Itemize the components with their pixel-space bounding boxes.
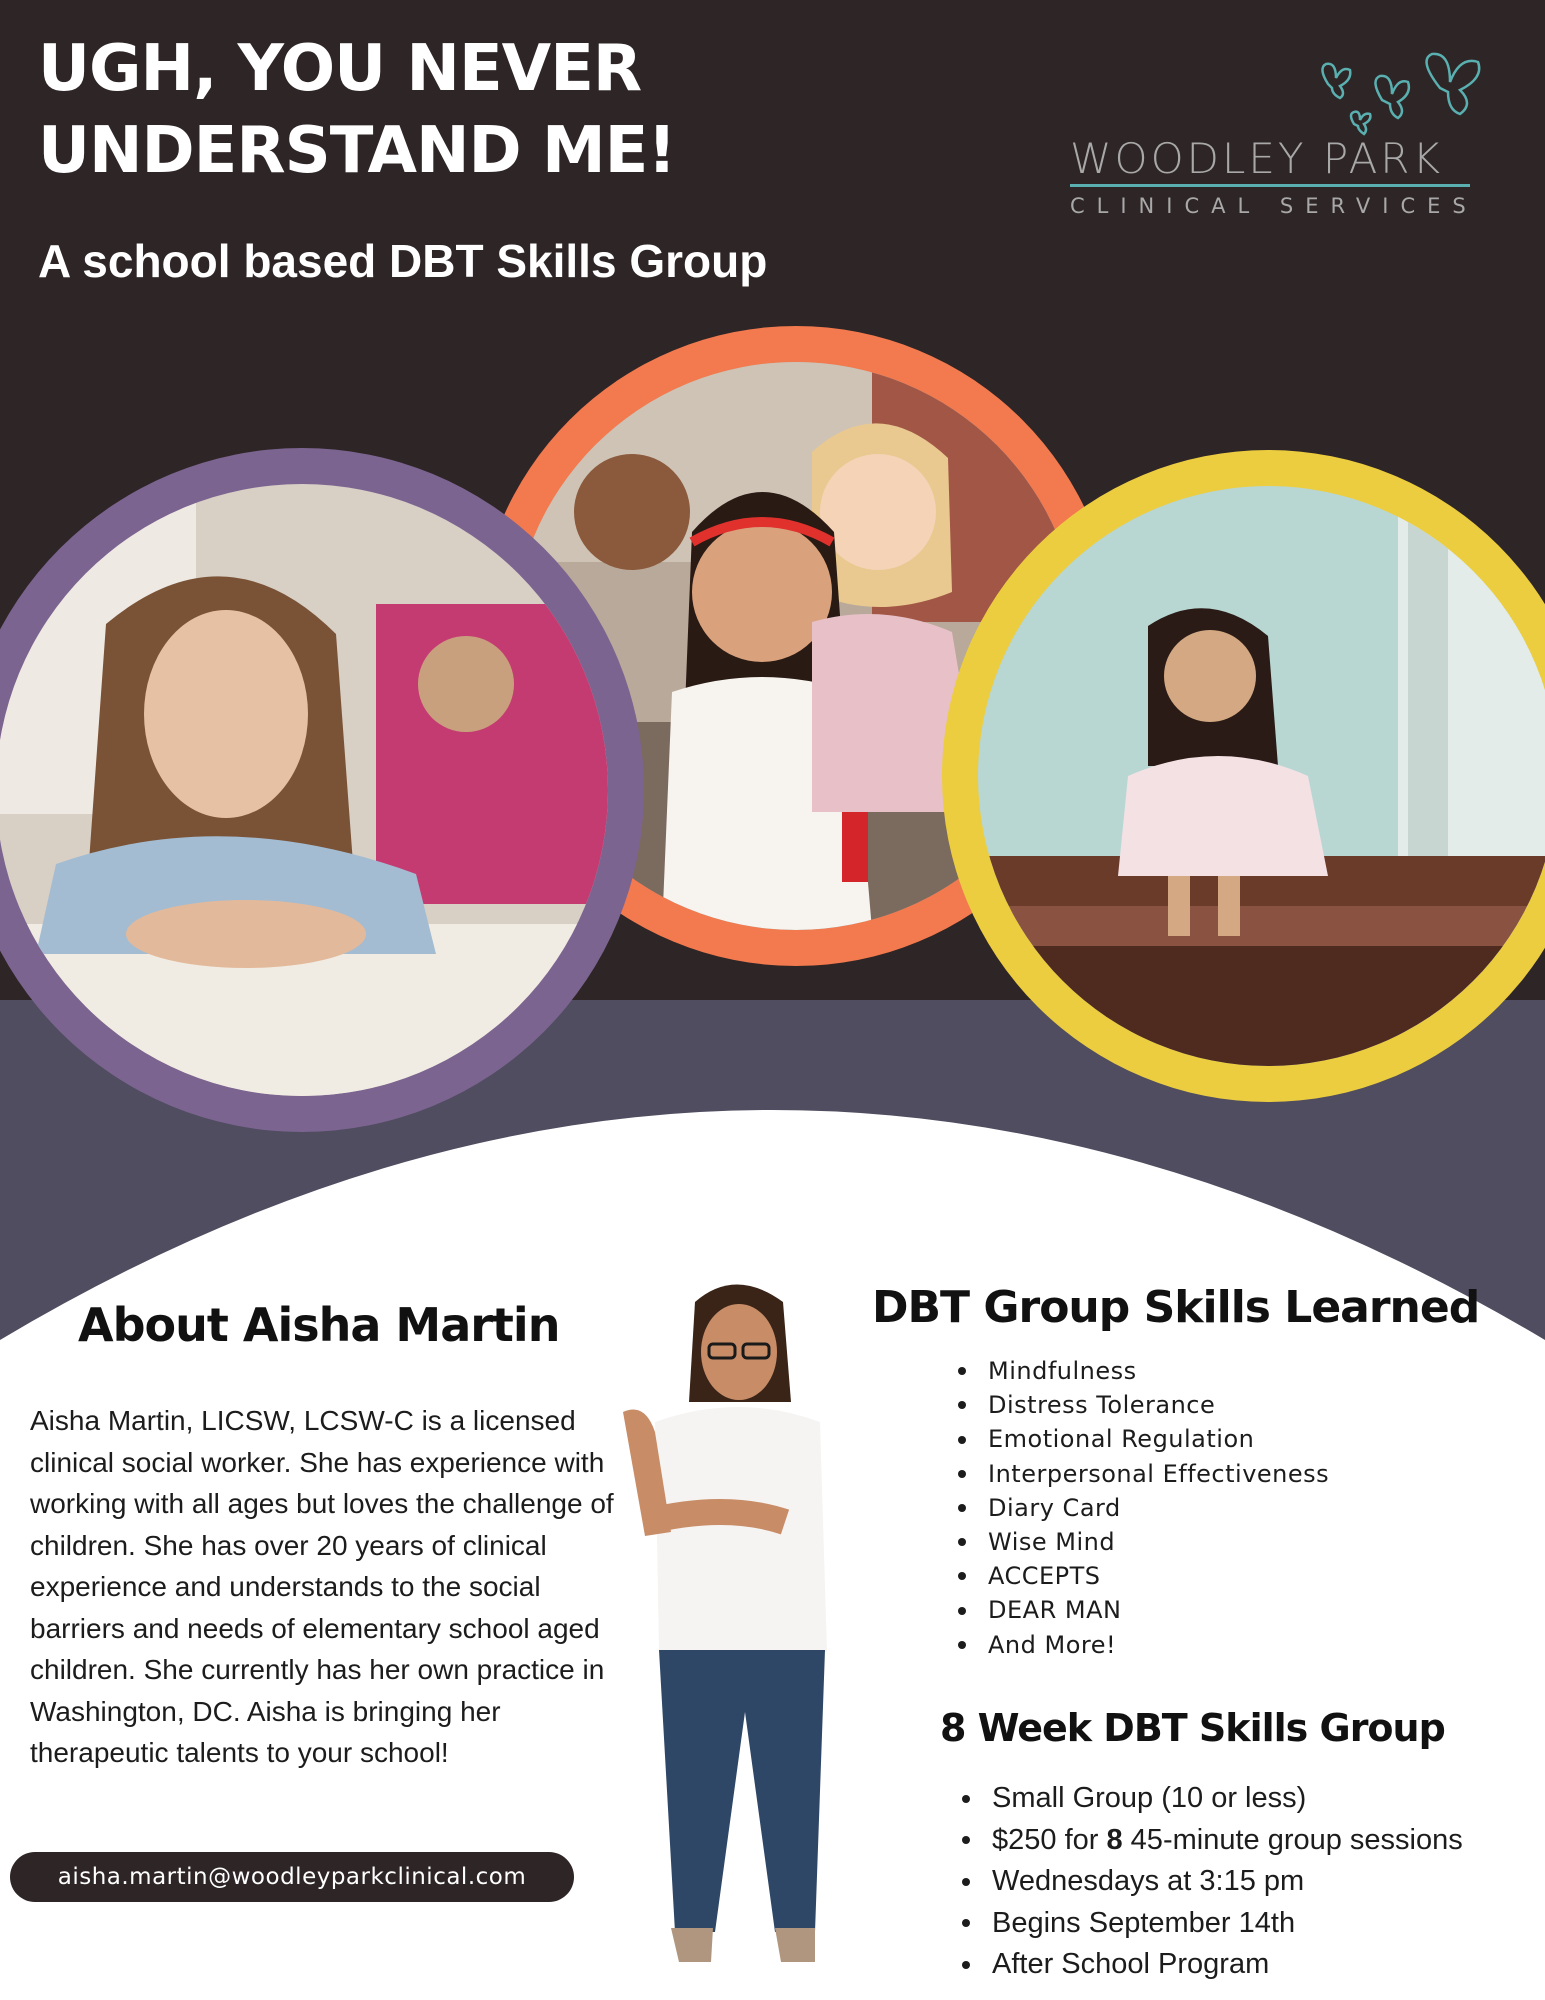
program-details-list <box>962 1778 1463 1986</box>
list-item <box>962 1820 1463 1862</box>
list-item: Emotional Regulation <box>958 1422 1329 1456</box>
woodley-park-logo <box>1060 48 1480 228</box>
list-item: Small Group (10 or less) <box>962 1778 1463 1820</box>
skills-list <box>958 1354 1329 1662</box>
price-prefix: $250 for <box>992 1823 1107 1856</box>
headline-line-1: UGH, YOU NEVER <box>38 32 642 106</box>
list-item: Wednesdays at 3:15 pm <box>962 1861 1463 1903</box>
about-title: About Aisha Martin <box>78 1298 560 1352</box>
aisha-martin-photo <box>615 1272 885 1972</box>
butterflies-icon <box>1310 48 1490 138</box>
headline <box>38 28 938 192</box>
logo-name: WOODLEY PARK <box>1070 134 1444 183</box>
logo-divider <box>1070 184 1470 187</box>
list-item: DEAR MAN <box>958 1593 1329 1627</box>
list-item: Wise Mind <box>958 1525 1329 1559</box>
list-item: Mindfulness <box>958 1354 1329 1388</box>
skills-title: DBT Group Skills Learned <box>872 1282 1480 1333</box>
list-item: Begins September 14th <box>962 1903 1463 1945</box>
sad-girl-on-stairs-photo <box>978 486 1545 1066</box>
logo-tagline: CLINICAL SERVICES <box>1070 194 1478 218</box>
list-item: After School Program <box>962 1944 1463 1986</box>
girl-at-desk-photo <box>0 484 608 1096</box>
list-item: Interpersonal Effectiveness <box>958 1457 1329 1491</box>
about-body: Aisha Martin, LICSW, LCSW-C is a licensed clinical social worker. She has experience with working with all ages but loves the challenge of children. She has over 20 years of clinical experience and understands to the social barriers and needs of elementary school aged children. She currently has her own practice in Washington, DC. Aisha is bringing her therapeutic talents to your school! <box>30 1405 614 1768</box>
subheadline: A school based DBT Skills Group <box>38 235 768 287</box>
program-title: 8 Week DBT Skills Group <box>940 1706 1445 1750</box>
session-count: 8 <box>1106 1823 1123 1856</box>
list-item: And More! <box>958 1628 1329 1662</box>
email-contact[interactable]: aisha.martin@woodleyparkclinical.com <box>10 1852 574 1902</box>
list-item: Distress Tolerance <box>958 1388 1329 1422</box>
list-item: Diary Card <box>958 1491 1329 1525</box>
headline-line-2: UNDERSTAND ME! <box>38 114 676 188</box>
list-item: ACCEPTS <box>958 1559 1329 1593</box>
price-suffix: 45-minute group sessions <box>1122 1823 1463 1856</box>
